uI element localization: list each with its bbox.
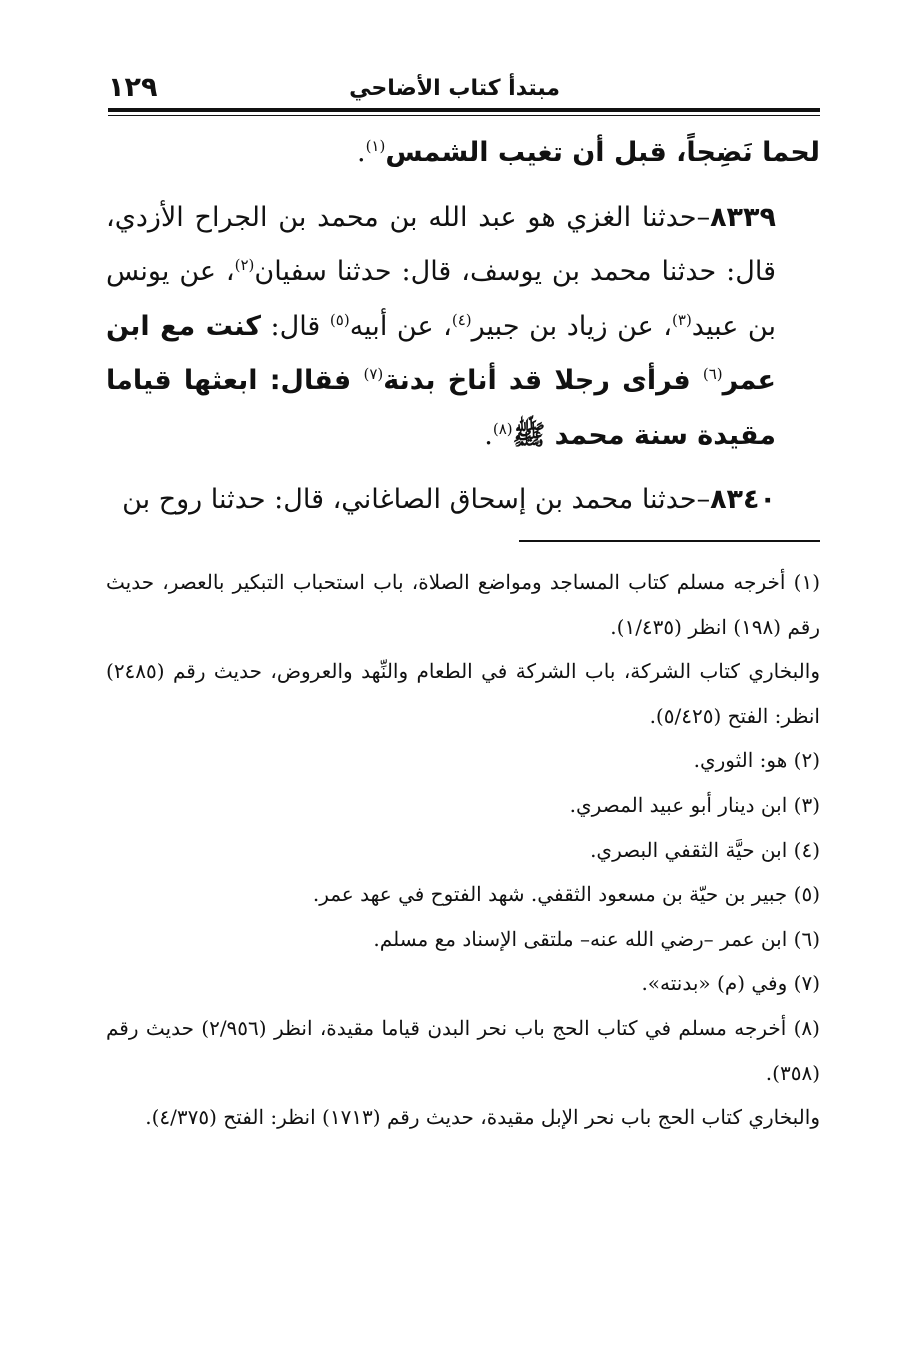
footnote-ref: (٤) — [451, 310, 472, 329]
hadith-number: ٨٣٤٠ — [710, 484, 776, 515]
footnote-1-continuation: والبخاري كتاب الشركة، باب الشركة في الطعام والنِّهد والعروض، حديث رقم (٢٤٨٥) انظر: الفتح (٥/٤٢٥). — [106, 659, 820, 728]
footnote-4: (٤) ابن حيَّة الثقفي البصري. — [590, 837, 820, 862]
footnote-separator — [519, 540, 820, 542]
main-text — [106, 126, 820, 528]
hadith-8340: ٨٣٤٠–حدثنا محمد بن إسحاق الصاغاني، قال: حدثنا روح بن — [122, 484, 776, 515]
footnote-5: (٥) جبير بن حيّة بن مسعود الثقفي. شهد الفتوح في عهد عمر. — [312, 882, 820, 907]
footnote-ref: (١) — [365, 137, 386, 155]
running-header — [108, 70, 820, 106]
footnote-ref: (٣) — [672, 310, 692, 329]
footnote-8-continuation: والبخاري كتاب الحج باب نحر الإبل مقيدة، حديث رقم (١٧١٣) انظر: الفتح (٤/٣٧٥). — [145, 1105, 820, 1130]
footnote-ref: (٧) — [363, 365, 384, 383]
footnote-ref: (٢) — [234, 256, 255, 274]
footnote-7: (٧) وفي (م) «بدنته». — [641, 971, 820, 996]
chapter-title: مبتدأ كتاب الأضاحي — [349, 76, 560, 101]
footnote-ref: (٦) — [702, 365, 723, 383]
footnote-1: (١) أخرجه مسلم كتاب المساجد ومواضع الصلاة، باب استحباب التبكير بالعصر، حديث رقم (١٩٨) انظر (١/٤٣٥). — [106, 570, 820, 639]
paragraph-continuation: لحما نَضِجاً، قبل أن تغيب الشمس$^{(١)}$. — [356, 137, 820, 168]
footnote-ref: (٨) — [492, 419, 513, 438]
footnotes — [106, 560, 820, 1140]
hadith-8339: ٨٣٣٩–حدثنا الغزي هو عبد الله بن محمد بن الجراح الأزدي، قال: حدثنا محمد بن يوسف، قال: حدثنا سفيان$^{(٢)}$، عن يونس بن عبيد$^{(٣)}$، عن زياد بن جبير$^{(٤)}$، عن أبيه$^{(٥)}$ قال: كنت مع ابن عمر$^{(٦)}$ فرأى رجلا قد أناخ بدنة$^{(٧)}$ فقال: ابعثها قياما مقيدة سنة محمد ﷺ$^{(٨)}$. — [106, 201, 777, 451]
page-number: ١٢٩ — [108, 72, 158, 103]
header-rule-thin — [108, 115, 820, 116]
footnote-ref: (٥) — [329, 310, 350, 329]
footnote-6: (٦) ابن عمر –رضي الله عنه– ملتقى الإسناد مع مسلم. — [373, 926, 820, 951]
footnote-3: (٣) ابن دينار أبو عبيد المصري. — [569, 792, 820, 817]
footnote-2: (٢) هو: الثوري. — [693, 748, 820, 773]
hadith-number: ٨٣٣٩ — [710, 201, 776, 233]
footnote-8: (٨) أخرجه مسلم في كتاب الحج باب نحر البدن قياما مقيدة، انظر (٢/٩٥٦) حديث رقم (٣٥٨). — [106, 1015, 820, 1085]
header-rule-thick — [108, 108, 820, 112]
